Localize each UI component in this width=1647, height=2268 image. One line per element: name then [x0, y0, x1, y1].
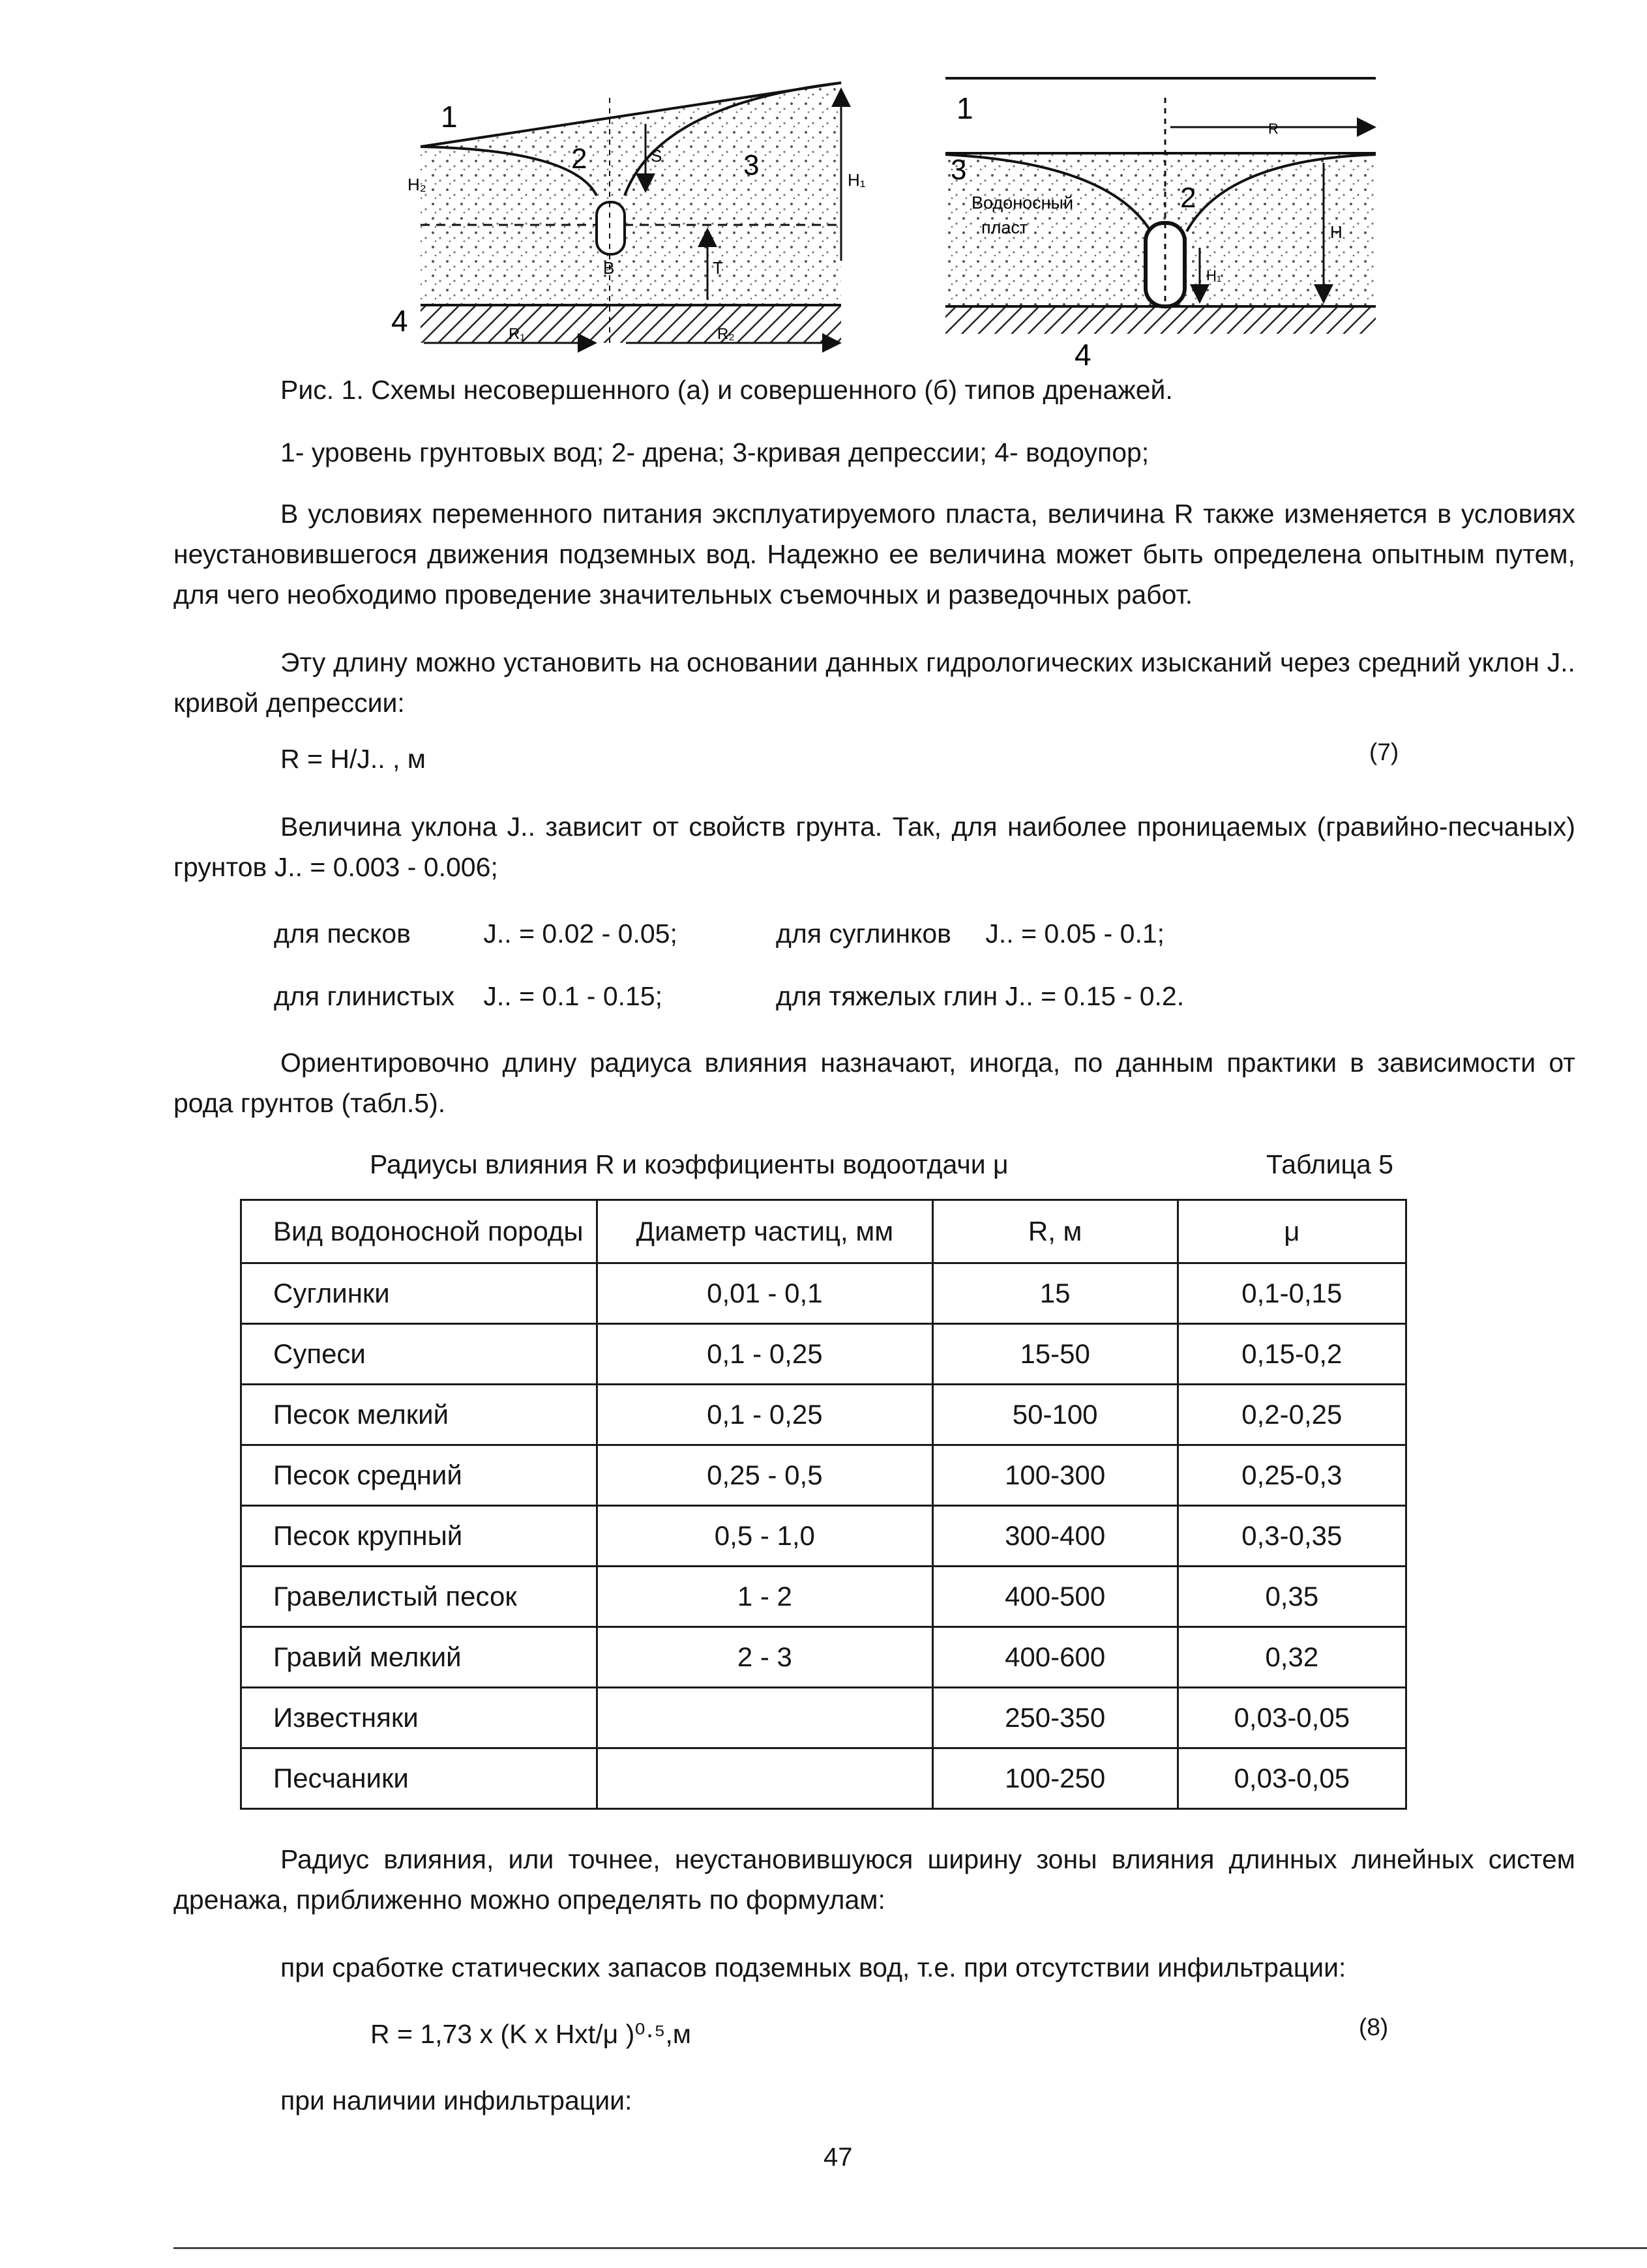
case-value: J.. = 0.1 - 0.15;	[483, 981, 663, 1011]
table-cell: Песок средний	[241, 1445, 597, 1506]
paragraph-2	[173, 642, 1575, 723]
case-label: для суглинков	[776, 919, 951, 949]
table-cell: Песок мелкий	[241, 1385, 597, 1445]
figure-b-label-4: 4	[1075, 338, 1091, 372]
figure-a-label-2: 2	[571, 143, 587, 175]
figure-b-aquiclude	[945, 306, 1376, 334]
figure-a-label-3: 3	[743, 149, 760, 181]
case-value: J.. = 0.15 - 0.2.	[1005, 981, 1185, 1011]
figure-b-aquifer-label-line2: пласт	[981, 218, 1028, 237]
table-cell: 100-300	[932, 1445, 1178, 1506]
paragraph-5-text: Радиус влияния, или точнее, неустановившуюся ширину зоны влияния длинных линейных систем дренажа, приближенно можно определять по формулам:	[173, 1844, 1575, 1915]
table-cell: 0,1 - 0,25	[597, 1324, 933, 1385]
table-cell: 0,2-0,25	[1178, 1385, 1406, 1445]
table-row	[241, 1506, 1406, 1567]
case-label: для тяжелых глин	[776, 981, 998, 1011]
case-row-sands	[274, 913, 677, 954]
table-cell: 0,25-0,3	[1178, 1445, 1406, 1506]
figure-a-label-h1: H₁	[848, 170, 866, 190]
table-cell: 400-500	[932, 1567, 1178, 1627]
table-cell: 2 - 3	[597, 1627, 933, 1688]
formula-7: R = H/J.. , м	[280, 744, 426, 774]
table-cell: 0,25 - 0,5	[597, 1445, 933, 1506]
figure-b-label-r: R	[1268, 121, 1279, 137]
table-cell: 15-50	[932, 1324, 1178, 1385]
table-header-row	[241, 1200, 1406, 1263]
figure-a-label-s: S	[651, 146, 662, 166]
table-header-diameter: Диаметр частиц, мм	[597, 1200, 933, 1263]
paragraph-3	[173, 806, 1575, 887]
table-cell: 0,1 - 0,25	[597, 1385, 933, 1445]
figure-b-label-h: H	[1330, 222, 1343, 242]
table-cell: Гравий мелкий	[241, 1627, 597, 1688]
case-value: J.. = 0.05 - 0.1;	[985, 919, 1165, 949]
table-header-r: R, м	[932, 1200, 1178, 1263]
paragraph-5	[173, 1839, 1575, 1920]
table-cell: 1 - 2	[597, 1567, 933, 1627]
figure-a-label-b: B	[603, 258, 615, 278]
figure-b-aquifer-label-line1: Водоносный	[972, 193, 1074, 213]
table-cell: Песок крупный	[241, 1506, 597, 1567]
table-cell: Песчаники	[241, 1748, 597, 1809]
case-label: для глинистых	[274, 981, 455, 1011]
table-cell: 0,35	[1178, 1567, 1406, 1627]
table-row	[241, 1748, 1406, 1809]
table-row	[241, 1445, 1406, 1506]
figures-area	[0, 0, 1647, 404]
table-row	[241, 1385, 1406, 1445]
formula-7-number: (7)	[1369, 739, 1399, 765]
table-cell: Гравелистый песок	[241, 1567, 597, 1627]
formula-8: R = 1,73 x (K x Hxt/μ )⁰·⁵,м	[370, 2019, 691, 2049]
figure-b-label-2: 2	[1180, 182, 1196, 214]
paragraph-6: при сработке статических запасов подземных вод, т.е. при отсутствии инфильтрации:	[280, 1952, 1346, 1982]
table-cell: 0,3-0,35	[1178, 1506, 1406, 1567]
case-row-loams	[776, 913, 1165, 954]
table-caption: Радиусы влияния R и коэффициенты водоотдачи μ	[370, 1149, 1009, 1179]
table-cell: Известняки	[241, 1688, 597, 1748]
figure-b-perfect-drainage	[945, 78, 1376, 372]
bottom-rule	[173, 2247, 1647, 2249]
paragraph-3-text: Величина уклона J.. зависит от свойств грунта. Так, для наиболее проницаемых (гравийно-песчаных) грунтов J.. = 0.003 - 0.006;	[173, 812, 1575, 882]
figure-b-label-h1: H₁	[1206, 267, 1222, 284]
paragraph-7: при наличии инфильтрации:	[280, 2085, 632, 2115]
table-cell: Супеси	[241, 1324, 597, 1385]
table-row	[241, 1688, 1406, 1748]
figure-a-label-t: T	[713, 258, 723, 278]
table-cell: 0,01 - 0,1	[597, 1263, 933, 1324]
table-row	[241, 1324, 1406, 1385]
table-cell: 250-350	[932, 1688, 1178, 1748]
figure-a-label-r1: R₁	[509, 325, 526, 343]
figure-b-label-1: 1	[957, 91, 973, 125]
page-number: 47	[823, 2143, 853, 2172]
table-cell	[597, 1748, 933, 1809]
case-value: J.. = 0.02 - 0.05;	[483, 919, 677, 949]
table-header-rock: Вид водоносной породы	[241, 1200, 597, 1263]
table-header-mu: μ	[1178, 1200, 1406, 1263]
table-cell: 50-100	[932, 1385, 1178, 1445]
table-row	[241, 1627, 1406, 1688]
formula-8-number: (8)	[1359, 2014, 1389, 2040]
figure-a-label-h2: H₂	[408, 175, 426, 194]
figure-legend: 1- уровень грунтовых вод; 2- дрена; 3-кривая депрессии; 4- водоупор;	[280, 437, 1150, 467]
table-cell	[597, 1688, 933, 1748]
case-label: для песков	[274, 919, 411, 949]
table-cell: 400-600	[932, 1627, 1178, 1688]
paragraph-1-text: В условиях переменного питания эксплуатируемого пласта, величина R также изменяется в условиях неустановившегося движения подземных вод. Надежно ее величина может быть определена опытным путем, для чего необходимо проведение значительных съемочных и разведочных работ.	[173, 499, 1575, 610]
figure-a-label-4: 4	[391, 304, 408, 338]
table-cell: 0,03-0,05	[1178, 1688, 1406, 1748]
table-cell: 0,1-0,15	[1178, 1263, 1406, 1324]
figure-a-aquiclude	[421, 305, 841, 343]
drainage-schemes-figure	[0, 0, 1647, 404]
figure-a-soil	[421, 83, 841, 305]
case-row-clayey	[274, 976, 662, 1016]
table-cell: 0,32	[1178, 1627, 1406, 1688]
figure-b-label-3: 3	[951, 154, 967, 186]
case-row-heavy-clays	[776, 976, 1184, 1016]
table-cell: Суглинки	[241, 1263, 597, 1324]
figure-a-imperfect-drainage	[391, 83, 866, 346]
paragraph-1	[173, 493, 1575, 615]
table-cell: 300-400	[932, 1506, 1178, 1567]
table-label: Таблица 5	[1266, 1149, 1393, 1179]
table-row	[241, 1263, 1406, 1324]
table-5	[240, 1199, 1407, 1810]
table-row	[241, 1567, 1406, 1627]
figure-caption: Рис. 1. Схемы несовершенного (а) и совершенного (б) типов дренажей.	[280, 375, 1173, 405]
table-cell: 15	[932, 1263, 1178, 1324]
paragraph-2-text: Эту длину можно установить на основании данных гидрологических изысканий через средний уклон J.. кривой депрессии:	[173, 647, 1575, 718]
table-cell: 0,5 - 1,0	[597, 1506, 933, 1567]
paragraph-4	[173, 1042, 1575, 1123]
table-cell: 0,03-0,05	[1178, 1748, 1406, 1809]
table-cell: 100-250	[932, 1748, 1178, 1809]
table-cell: 0,15-0,2	[1178, 1324, 1406, 1385]
figure-a-drain	[597, 202, 625, 254]
figure-a-label-1: 1	[441, 100, 458, 134]
figure-a-label-r2: R₂	[717, 325, 735, 343]
paragraph-4-text: Ориентировочно длину радиуса влияния назначают, иногда, по данным практики в зависимости от рода грунтов (табл.5).	[173, 1048, 1575, 1118]
